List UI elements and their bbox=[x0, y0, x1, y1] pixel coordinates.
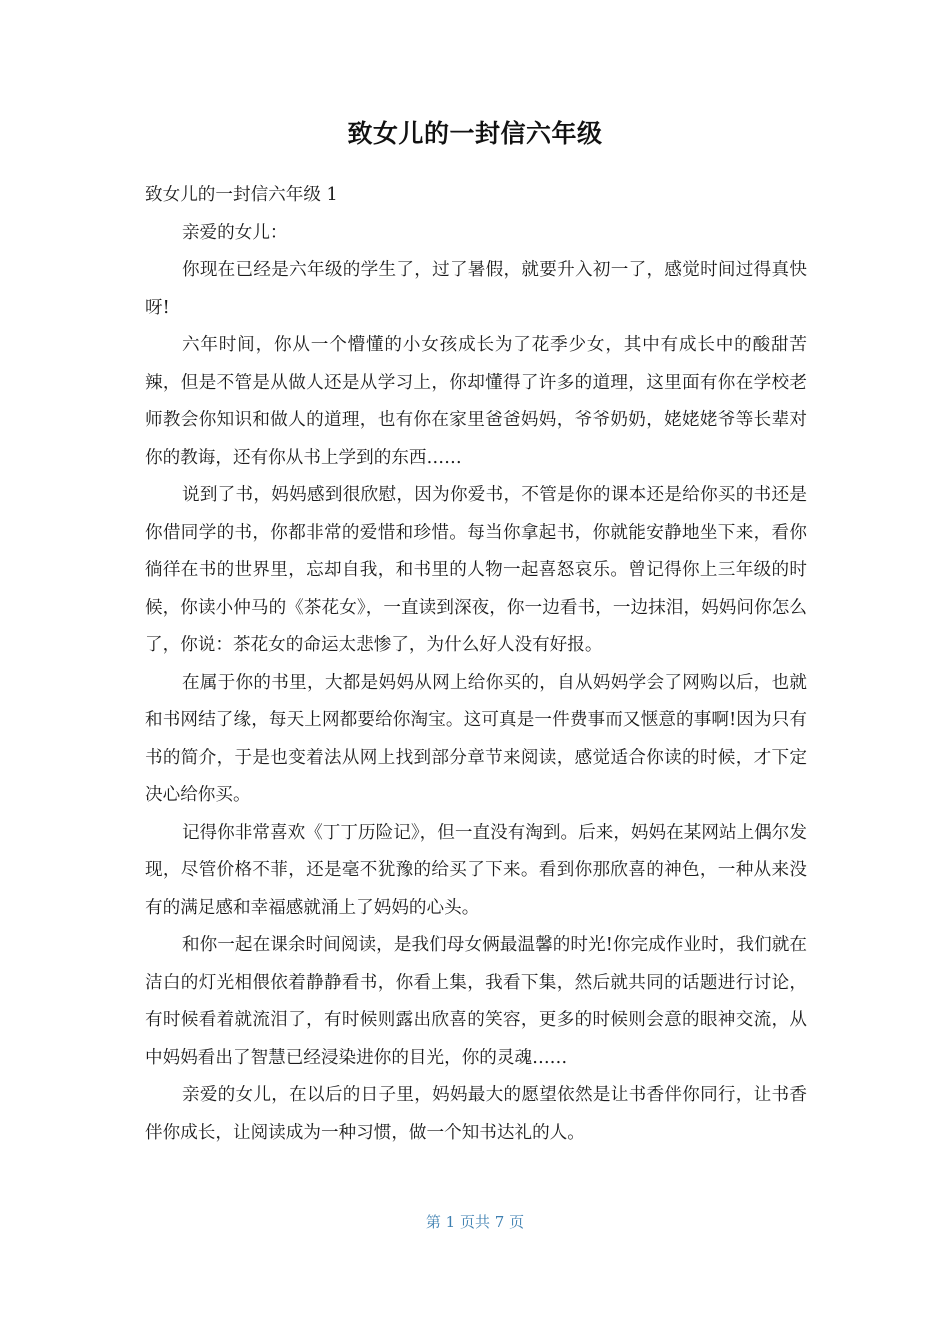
paragraph: 你现在已经是六年级的学生了，过了暑假，就要升入初一了，感觉时间过得真快呀! bbox=[145, 260, 807, 318]
paragraph: 记得你非常喜欢《丁丁历险记》，但一直没有淘到。后来，妈妈在某网站上偶尔发现，尽管价格不菲，还是毫不犹豫的给买了下来。看到你那欣喜的神色，一种从来没有的满足感和幸福感就涌上了妈妈的心头。 bbox=[145, 822, 807, 918]
paragraph: 六年时间，你从一个懵懂的小女孩成长为了花季少女，其中有成长中的酸甜苦辣，但是不管是从做人还是从学习上，你却懂得了许多的道理，这里面有你在学校老师教会你知识和做人的道理，也有你在家里爸爸妈妈，爷爷奶奶，姥姥姥爷等长辈对你的教诲，还有你从书上学到的东西…… bbox=[145, 335, 807, 468]
document-body bbox=[145, 177, 807, 1152]
paragraph: 亲爱的女儿，在以后的日子里，妈妈最大的愿望依然是让书香伴你同行，让书香伴你成长，让阅读成为一种习惯，做一个知书达礼的人。 bbox=[145, 1085, 807, 1143]
document-title: 致女儿的一封信六年级 bbox=[347, 119, 603, 148]
paragraph: 在属于你的书里，大都是妈妈从网上给你买的，自从妈妈学会了网购以后，也就和书网结了缘，每天上网都要给你淘宝。这可真是一件费事而又惬意的事啊!因为只有书的简介，于是也变着法从网上找到部分章节来阅读，感觉适合你读的时候，才下定决心给你买。 bbox=[145, 672, 807, 805]
page-number-footer: 第 1 页共 7 页 bbox=[425, 1213, 525, 1231]
section-heading: 致女儿的一封信六年级 1 bbox=[145, 185, 338, 205]
paragraph: 说到了书，妈妈感到很欣慰，因为你爱书，不管是你的课本还是给你买的书还是你借同学的书，你都非常的爱惜和珍惜。每当你拿起书，你就能安静地坐下来，看你徜徉在书的世界里，忘却自我，和书里的人物一起喜怒哀乐。曾记得你上三年级的时候，你读小仲马的《茶花女》，一直读到深夜，你一边看书，一边抹泪，妈妈问你怎么了，你说：茶花女的命运太悲惨了，为什么好人没有好报。 bbox=[145, 485, 807, 655]
salutation: 亲爱的女儿： bbox=[181, 222, 288, 243]
paragraph: 和你一起在课余时间阅读，是我们母女俩最温馨的时光!你完成作业时，我们就在洁白的灯光相偎依着静静看书，你看上集，我看下集，然后就共同的话题进行讨论，有时候看着就流泪了，有时候则露出欣喜的笑容，更多的时候则会意的眼神交流，从中妈妈看出了智慧已经浸染进你的目光，你的灵魂…… bbox=[145, 935, 807, 1068]
